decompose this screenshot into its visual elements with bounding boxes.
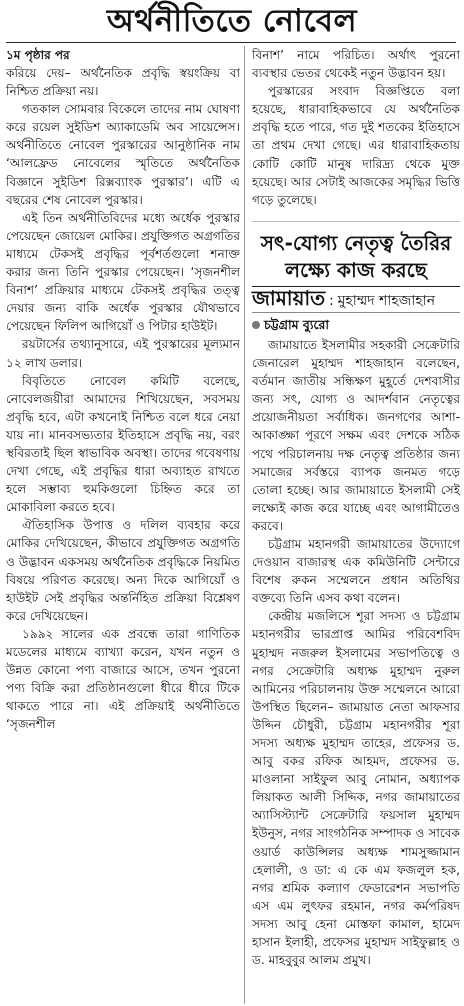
article-paragraph: পুরস্কারের সংবাদ বিজ্ঞপ্তিতে বলা হয়েছে, ধারাবাহিকভাবে যে অর্থনৈতিক প্রবৃদ্ধি হতে পারে, গত দুই শতকের ইতিহাসে তা প্রথম দেখা গেছে। এর ধারাবাহিকতায় কোটি কোটি মানুষ দারিদ্র্য থেকে মুক্ত হয়েছে। আর সেটাই আজকের সমৃদ্ধির ভিত্তি গড়ে তুলেছে।	[252, 84, 460, 207]
article-paragraph: রয়টার্সের তথ্যানুসারে, এই পুরস্কারের মূল্যমান ১২ লাখ ডলার।	[6, 337, 240, 370]
column-separator	[244, 46, 245, 1004]
byline-org: জামায়াত	[252, 285, 326, 310]
article-paragraph: বিবৃতিতে নোবেল কমিটি বলেছে, নোবেলজয়ীরা আমাদের শিখিয়েছেন, সবসময় প্রবৃদ্ধি হবে, এটা কখনোই নিশ্চিত বলে ধরে নেয়া যায় না। মানবসভ্যতার ইতিহাসে প্রবৃদ্ধি নয়, বরং স্থবিরতাই ছিল স্বাভাবিক অবস্থা। তাদের গবেষণায় দেখা গেছে, এই প্রবৃদ্ধির ধারা অব্যাহত রাখতে হলে সম্ভাব্য হুমকিগুলো চিহ্নিত করে তা মোকাবিলা করতে হবে।	[6, 373, 240, 515]
story-paragraph: জামায়াতে ইসলামীর সহকারী সেক্রেটারি জেনারেল মুহাম্মদ শাহজাহান বলেছেন, বর্তমান জাতীয় সন্ধিক্ষণ মুহূর্তে দেশবাসীর জন্য সৎ, যোগ্য ও আদর্শবান নেতৃত্বের প্রয়োজনীয়তা সর্বাধিক। জনগণের আশা-আকাঙ্ক্ষা পূরণে সক্ষম এবং দেশকে সঠিক পথে পরিচালনায় দক্ষ নেতৃত্ব প্রতিষ্ঠার জন্য সমাজের সর্বস্তরে ব্যাপক জনমত গড়ে তোলা হচ্ছে। আর জামায়াতে ইসলামী সেই লক্ষ্যেই কাজ করে যাচ্ছে এবং আগামীতেও করবে।	[252, 337, 460, 533]
article-paragraph: বিনাশ’ নামে পরিচিত। অর্থাৎ পুরনো ব্যবস্থার ভেতর থেকেই নতুন উদ্ভাবন হয়।	[252, 48, 460, 81]
article-paragraph: গতকাল সোমবার বিকেলে তাদের নাম ঘোষণা করে রয়েল সুইডিশ অ্যাকাডেমি অব সায়েন্সেস। অর্থনীতিতে নোবেল পুরস্কারের আনুষ্ঠানিক নাম ‘আলফ্রেড নোবেলের স্মৃতিতে অর্থনৈতিক বিজ্ঞানে সুইডিশ রিক্সব্যাংক পুরস্কার’। এটি এ বছরের শেষ নোবেল পুরস্কার।	[6, 102, 240, 207]
story-subheadline: সৎ-যোগ্য নেতৃত্ব তৈরির লক্ষ্যে কাজ করছে	[252, 221, 460, 284]
article-paragraph: ১৯৯২ সালের এক প্রবন্ধে তারা গাণিতিক মডেলের মাধ্যমে ব্যাখ্যা করেন, যখন নতুন ও উন্নত কোনো পণ্য বাজারে আসে, তখন পুরনো পণ্য বিক্রি করা প্রতিষ্ঠানগুলো ধীরে ধীরে টিকে থাকতে পারে না। এই প্রক্রিয়াই অর্থনীতিতে ‘সৃজনশীল	[6, 626, 240, 732]
byline-separator: :	[329, 292, 334, 309]
article-paragraph: ঐতিহাসিক উপাত্ত ও দলিল ব্যবহার করে মোকির দেখিয়েছেন, কীভাবে প্রযুক্তিগত অগ্রগতি ও উদ্ভাবন একসময় অর্থনৈতিক প্রবৃদ্ধিকে নিয়মিত বিষয়ে পরিণত করেছে। অন্য দিকে আগিয়োঁ ও হাউইট সেই প্রবৃদ্ধির অন্তর্নিহিত প্রক্রিয়া বিশ্লেষণ করে দেখিয়েছেন।	[6, 518, 240, 623]
headline-rule	[6, 42, 456, 43]
right-column	[252, 46, 460, 969]
story-paragraph: কেন্দ্রীয় মজলিসে শূরা সদস্য ও চট্টগ্রাম মহানগরীর ভারপ্রাপ্ত আমির পরিবেশবিদ মুহাম্মদ নজরুল ইসলামের সভাপতিত্বে ও নগর সেক্রেটারি অধ্যক্ষ মুহাম্মদ নুরুল আমিনের পরিচালনায় উক্ত সম্মেলনে আরো উপস্থিত ছিলেন– জামায়াত নেতা আফসার উদ্দিন চৌধুরী, চট্টগ্রাম মহানগরীর শূরা সদস্য অধ্যক্ষ মুহাম্মদ তাহের, প্রফেসর ড. আবু বকর রফিক আহমদ, প্রফেসর ড. মাওলানা সাইফুল আবু নোমান, অধ্যাপক লিয়াকত আলী সিদ্দিক, নগর জামায়াতের অ্যাসিস্ট্যান্ট সেক্রেটারি ফয়সাল মুহাম্মদ ইউনুস, নগর সাংগঠনিক সম্পাদক ও সাবেক ওয়ার্ড কাউন্সিলর অধ্যক্ষ শামসুজ্জামান হেলালী, ও ডা: এ কে এম ফজলুল হক, নগর শ্রমিক কল্যাণ ফেডারেশন সভাপতি এস এম লুৎফর রহমান, নগর কর্মপরিষদ সদস্য আবু হেনা মোস্তফা কামাল, হামেদ হাসান ইলাহী, প্রফেসর মুহাম্মদ সাইফুল্লাহ ও ড. মাহবুবুর আলম প্রমুখ।	[252, 609, 460, 968]
left-column	[6, 46, 240, 733]
dateline-text: চট্টগ্রাম ব্যুরো	[264, 316, 330, 332]
dateline	[252, 315, 460, 334]
continuation-kicker: ১ম পৃষ্ঠার পর	[6, 48, 70, 62]
bullet-icon	[252, 321, 260, 329]
headline: অর্থনীতিতে নোবেল	[106, 3, 358, 39]
byline-name: মুহাম্মদ শাহজাহান	[337, 292, 436, 309]
article-paragraph: এই তিন অর্থনীতিবিদের মধ্যে অর্ধেক পুরস্কার পেয়েছেন জোয়েল মোকির। প্রযুক্তিগত অগ্রগতির মাধ্যমে টেকসই প্রবৃদ্ধির পূর্বশর্তগুলো শনাক্ত করার জন্য তিনি পুরস্কার পেয়েছেন। ‘সৃজনশীল বিনাশ’ প্রক্রিয়ার মাধ্যমে টেকসই প্রবৃদ্ধির তত্ত্ব দেয়ার জন্য বাকি অর্ধেক পুরস্কার যৌথভাবে পেয়েছেন ফিলিপ আগিয়োঁ ও পিটার হাউইট।	[6, 210, 240, 334]
story-byline	[252, 286, 460, 313]
article-paragraph: করিয়ে দেয়– অর্থনৈতিক প্রবৃদ্ধি স্বয়ংক্রিয় বা নিশ্চিত প্রক্রিয়া নয়।	[6, 66, 240, 99]
story-paragraph: চট্টগ্রাম মহানগরী জামায়াতের উদ্যোগে দেওয়ান বাজারস্থ এক কমিউনিটি সেন্টারে বিশেষ রুকন সম্মেলনে প্রধান অতিথির বক্তব্যে তিনি এসব কথা বলেন।	[252, 536, 460, 606]
